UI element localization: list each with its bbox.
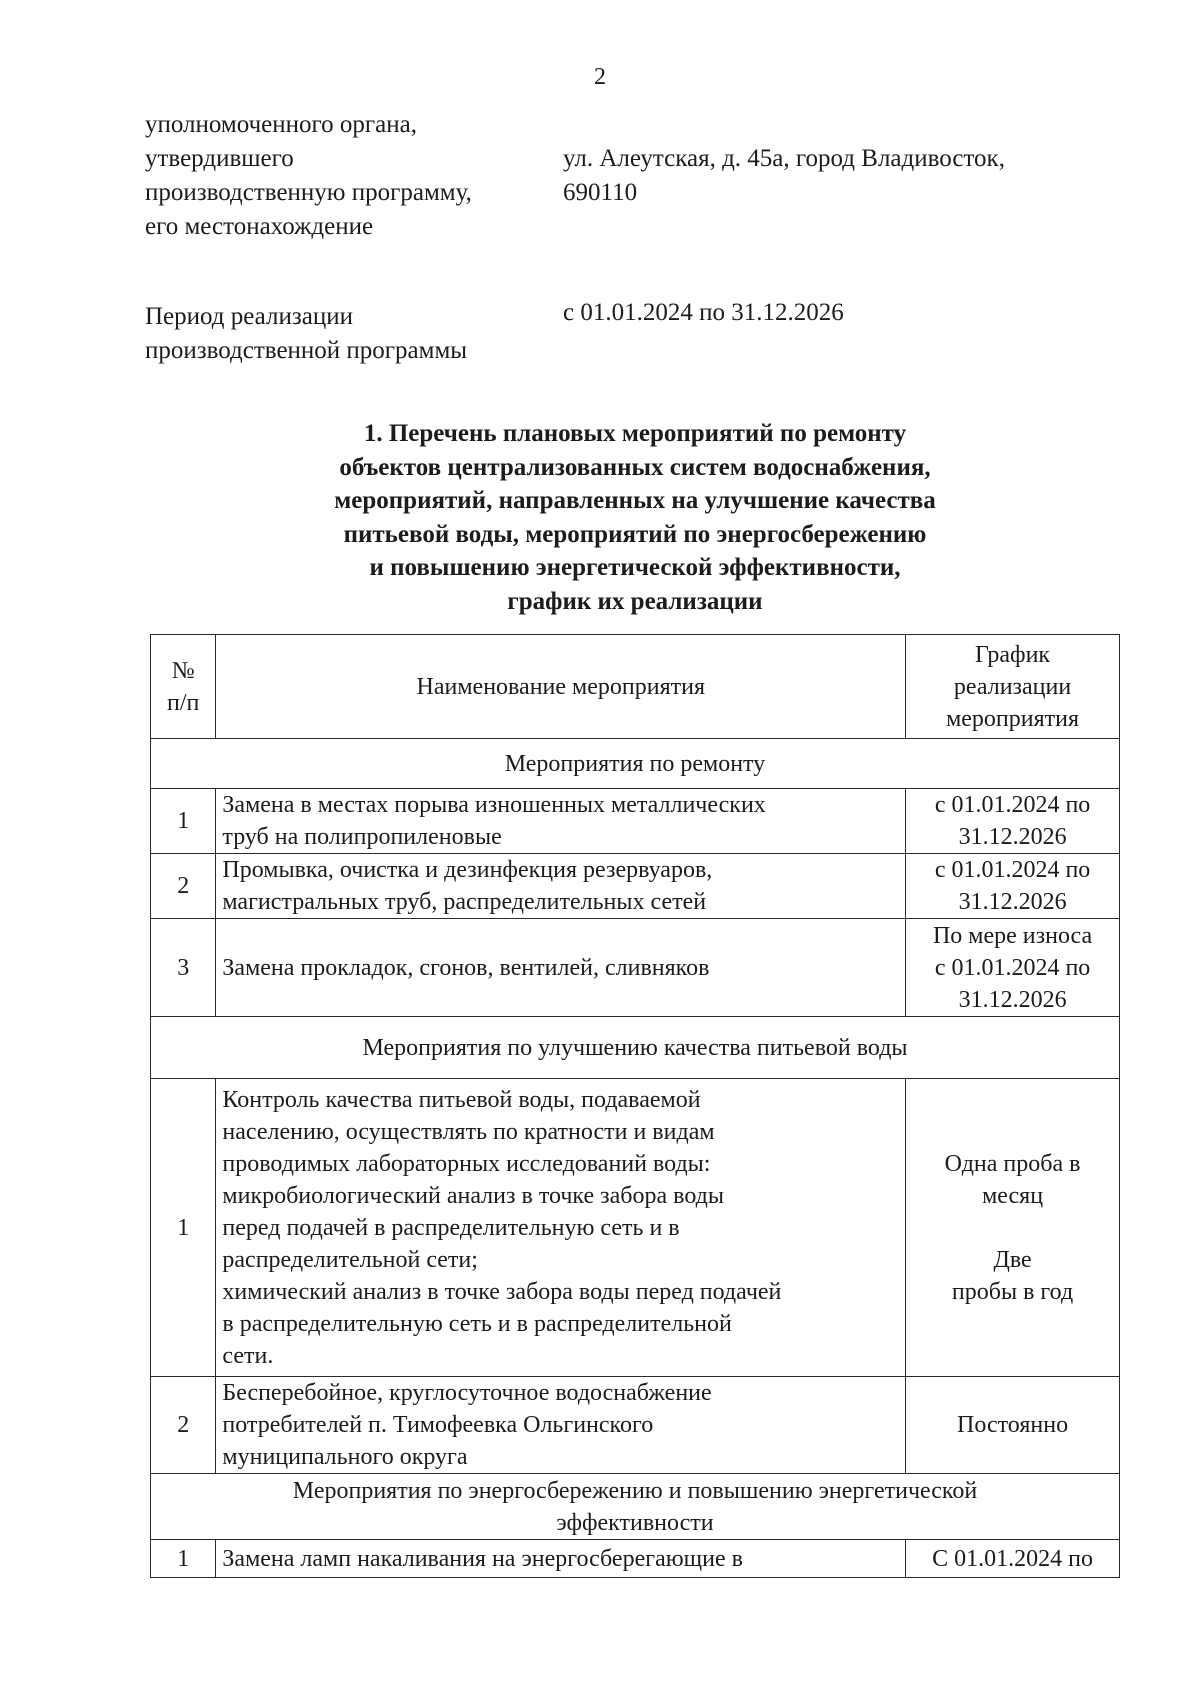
group-title bbox=[151, 1474, 1120, 1540]
row-schedule bbox=[906, 854, 1120, 919]
table-row bbox=[151, 1079, 1120, 1377]
section-title bbox=[150, 417, 1120, 618]
row-name-line: магистральных труб, распределительных сетей bbox=[222, 889, 707, 915]
section-title-line: и повышению энергетической эффективности, bbox=[369, 554, 901, 581]
row-name-line: перед подачей в распределительную сеть и в bbox=[222, 1214, 680, 1241]
group-title-line: Мероприятия по улучшению качества питьевой воды bbox=[362, 1034, 908, 1061]
group-title-line: эффективности bbox=[556, 1509, 714, 1536]
row-name-line: проводимых лабораторных исследований воды: bbox=[222, 1150, 711, 1177]
table-row bbox=[151, 919, 1120, 1017]
header-num-line: п/п bbox=[167, 689, 200, 716]
info-label bbox=[145, 108, 565, 244]
row-schedule-line: Одна проба в bbox=[944, 1150, 1081, 1177]
info-label-line: производственной программы bbox=[145, 337, 468, 364]
row-name-line: муниципального округа bbox=[222, 1444, 468, 1470]
info-label-line: Период реализации bbox=[145, 303, 353, 330]
row-schedule-line: 31.12.2026 bbox=[958, 824, 1067, 850]
row-name-line: потребителей п. Тимофеевка Ольгинского bbox=[222, 1412, 654, 1438]
group-title bbox=[151, 739, 1120, 789]
header-schedule-line: мероприятия bbox=[946, 705, 1080, 732]
table-row bbox=[151, 1540, 1120, 1578]
info-label-line: уполномоченного органа, bbox=[145, 111, 417, 138]
table-row bbox=[151, 854, 1120, 919]
row-name bbox=[216, 1377, 906, 1474]
row-name-line: Промывка, очистка и дезинфекция резервуаров, bbox=[222, 857, 713, 883]
row-name bbox=[216, 919, 906, 1017]
row-name-line: Контроль качества питьевой воды, подаваемой bbox=[222, 1086, 701, 1113]
section-title-line: объектов централизованных систем водоснабжения, bbox=[339, 453, 931, 481]
group-title bbox=[151, 1017, 1120, 1079]
row-num: 1 bbox=[151, 789, 216, 854]
info-label-line: производственную программу, bbox=[145, 179, 472, 206]
row-schedule bbox=[906, 1540, 1120, 1578]
page-number: 2 bbox=[594, 64, 606, 90]
row-num: 2 bbox=[151, 1377, 216, 1474]
row-name bbox=[216, 789, 906, 854]
row-num: 1 bbox=[151, 1079, 216, 1377]
row-name-line: Замена прокладок, сгонов, вентилей, сливняков bbox=[222, 954, 710, 981]
row-schedule-line: с 01.01.2024 по bbox=[934, 954, 1091, 981]
info-row-authority bbox=[145, 108, 1085, 244]
row-schedule-line: Две bbox=[993, 1246, 1032, 1273]
table-header-row bbox=[151, 635, 1120, 739]
row-num: 3 bbox=[151, 919, 216, 1017]
header-schedule bbox=[906, 635, 1120, 739]
row-name-line: Замена в местах порыва изношенных металлических bbox=[222, 792, 766, 818]
row-schedule-line: месяц bbox=[982, 1182, 1044, 1209]
table-row bbox=[151, 1377, 1120, 1474]
header-schedule-line: График bbox=[975, 641, 1051, 668]
info-value bbox=[563, 142, 1083, 210]
table-group-row bbox=[151, 1474, 1120, 1540]
row-name-line: химический анализ в точке забора воды перед подачей bbox=[222, 1278, 782, 1305]
row-schedule-line: с 01.01.2024 по bbox=[934, 792, 1091, 818]
header-num-line: № bbox=[171, 657, 195, 684]
row-name-line: микробиологический анализ в точке забора воды bbox=[222, 1182, 724, 1209]
section-title-line: питьевой воды, мероприятий по энергосбережению bbox=[343, 520, 927, 548]
row-schedule-gap bbox=[912, 1212, 1113, 1244]
row-name-line: в распределительную сеть и в распределительной bbox=[222, 1310, 732, 1337]
header-name: Наименование мероприятия bbox=[216, 635, 906, 739]
info-value-line: ул. Алеутская, д. 45а, город Владивосток, bbox=[563, 145, 1005, 172]
row-num: 2 bbox=[151, 854, 216, 919]
header-schedule-line: реализации bbox=[953, 673, 1072, 700]
info-label-line: его местонахождение bbox=[145, 213, 374, 240]
row-name bbox=[216, 1540, 906, 1578]
row-name-line: труб на полипропиленовые bbox=[222, 824, 502, 850]
info-value-line: с 01.01.2024 по 31.12.2026 bbox=[563, 299, 844, 326]
info-label-line: утвердившего bbox=[145, 145, 294, 172]
row-name-line: населению, осуществлять по кратности и видам bbox=[222, 1118, 715, 1145]
row-name-line: сети. bbox=[222, 1342, 274, 1369]
info-value bbox=[563, 296, 1083, 330]
group-title-line: Мероприятия по ремонту bbox=[504, 750, 766, 777]
row-schedule-line: пробы в год bbox=[951, 1278, 1074, 1305]
row-schedule bbox=[906, 1377, 1120, 1474]
row-schedule-line: 31.12.2026 bbox=[958, 889, 1067, 915]
section-title-line: график их реализации bbox=[507, 587, 763, 615]
row-schedule-line: с 01.01.2024 по bbox=[934, 857, 1091, 883]
row-schedule bbox=[906, 789, 1120, 854]
group-title-line: Мероприятия по энергосбережению и повышению энергетической bbox=[292, 1477, 978, 1504]
table-group-row bbox=[151, 1017, 1120, 1079]
header-num bbox=[151, 635, 216, 739]
info-row-period bbox=[145, 300, 1085, 368]
row-schedule-line: По мере износа bbox=[932, 922, 1093, 949]
row-schedule-line: С 01.01.2024 по bbox=[932, 1545, 1093, 1572]
row-schedule bbox=[906, 1079, 1120, 1377]
row-schedule-line: Постоянно bbox=[957, 1412, 1069, 1438]
info-label bbox=[145, 300, 565, 368]
row-name-line: Замена ламп накаливания на энергосберегающие в bbox=[222, 1545, 743, 1572]
table-group-row bbox=[151, 739, 1120, 789]
section-title-line: мероприятий, направленных на улучшение качества bbox=[334, 487, 936, 514]
row-name-line: Бесперебойное, круглосуточное водоснабжение bbox=[222, 1380, 712, 1406]
plan-table bbox=[150, 634, 1120, 1578]
info-value-line: 690110 bbox=[563, 179, 638, 206]
row-num: 1 bbox=[151, 1540, 216, 1578]
row-schedule-line: 31.12.2026 bbox=[958, 986, 1067, 1013]
table-row bbox=[151, 789, 1120, 854]
section-title-line: 1. Перечень плановых мероприятий по ремонту bbox=[363, 420, 907, 447]
row-name bbox=[216, 1079, 906, 1377]
row-name bbox=[216, 854, 906, 919]
row-schedule bbox=[906, 919, 1120, 1017]
row-name-line: распределительной сети; bbox=[222, 1246, 478, 1273]
